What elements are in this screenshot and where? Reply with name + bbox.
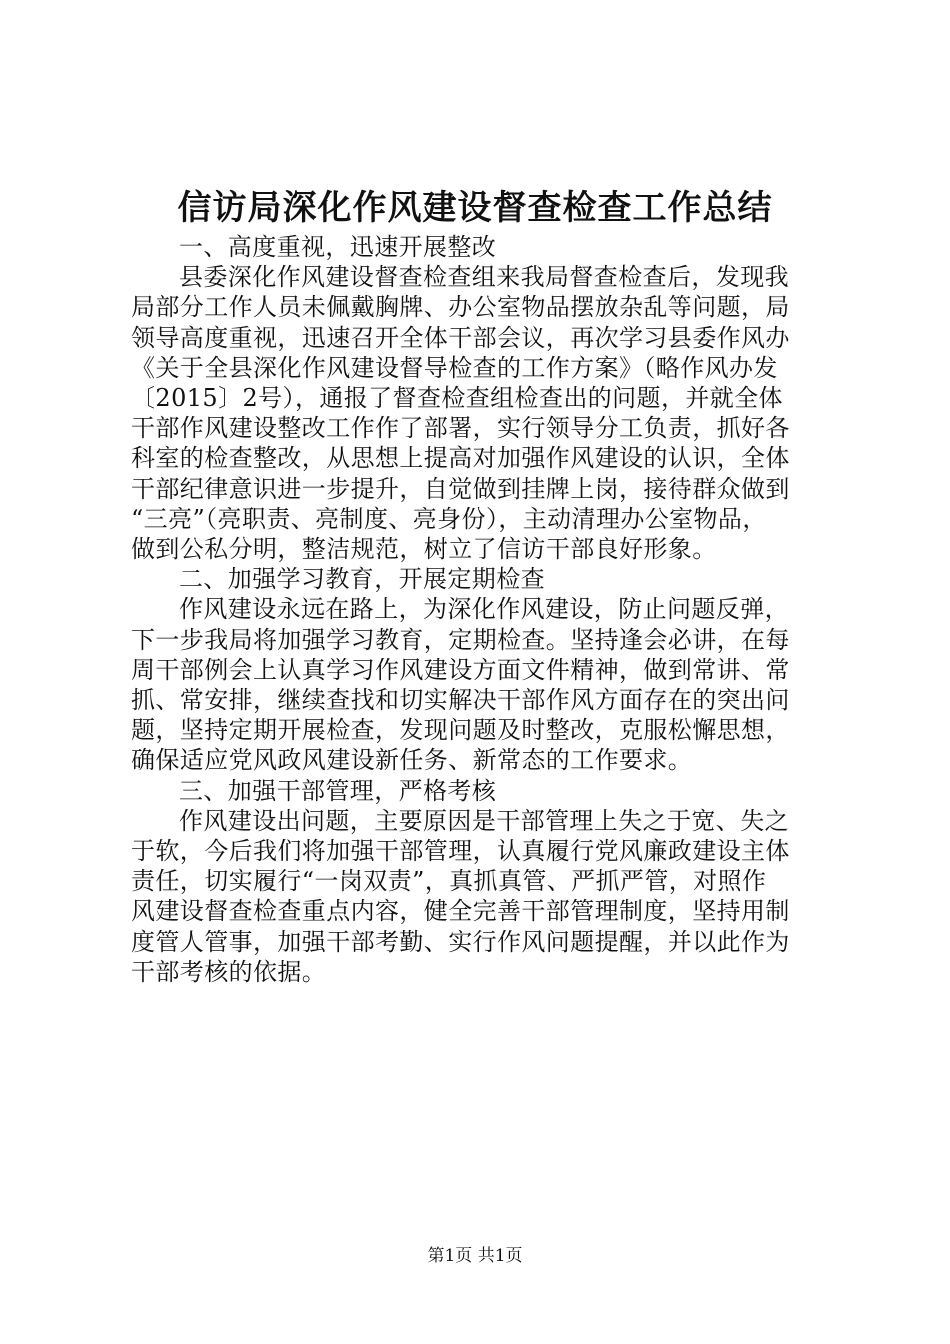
section-heading-2: 二、加强学习教育，开展定期检查 bbox=[179, 565, 545, 594]
paragraph-line: 风建设督查检查重点内容，健全完善干部管理制度，坚持用制 bbox=[131, 897, 790, 926]
paragraph-line: 县委深化作风建设督查检查组来我局督查检查后，发现我 bbox=[179, 263, 789, 292]
paragraph-line: 干部考核的依据。 bbox=[131, 957, 327, 986]
document-title: 信访局深化作风建设督查检查工作总结 bbox=[177, 188, 773, 228]
paragraph-line: 度管人管事，加强干部考勤、实行作风问题提醒，并以此作为 bbox=[131, 927, 790, 956]
paragraph-line: 周干部例会上认真学习作风建设方面文件精神，做到常讲、常 bbox=[131, 655, 790, 684]
paragraph-line: 局部分工作人员未佩戴胸牌、办公室物品摆放杂乱等问题，局 bbox=[131, 293, 790, 322]
document-body bbox=[131, 232, 826, 987]
paragraph-line: 做到公私分明，整洁规范，树立了信访干部良好形象。 bbox=[131, 535, 717, 564]
section-heading-1: 一、高度重视，迅速开展整改 bbox=[179, 233, 497, 261]
paragraph-line: 干部纪律意识进一步提升，自觉做到挂牌上岗，接待群众做到 bbox=[131, 474, 790, 503]
paragraph-line: 科室的检查整改，从思想上提高对加强作风建设的认识，全体 bbox=[131, 444, 790, 473]
paragraph-line: 抓、常安排，继续查找和切实解决干部作风方面存在的突出问 bbox=[131, 686, 790, 715]
paragraph-line: 作风建设永远在路上，为深化作风建设，防止问题反弹， bbox=[179, 595, 789, 624]
paragraph-line: 领导高度重视，迅速召开全体干部会议，再次学习县委作风办 bbox=[131, 323, 790, 352]
paragraph-line: 作风建设出问题，主要原因是干部管理上失之于宽、失之 bbox=[179, 806, 789, 835]
page-number-label: 第1页 共1页 bbox=[427, 1246, 523, 1266]
paragraph-line: 《关于全县深化作风建设督导检查的工作方案》（略作风办发 bbox=[131, 353, 778, 382]
page-footer bbox=[0, 1244, 950, 1268]
paragraph-line: 责任，切实履行“一岗双责”，真抓真管、严抓严管，对照作 bbox=[131, 867, 767, 896]
paragraph-line: 确保适应党风政风建设新任务、新常态的工作要求。 bbox=[131, 746, 693, 775]
paragraph-line: 干部作风建设整改工作作了部署，实行领导分工负责，抓好各 bbox=[131, 414, 790, 443]
paragraph-line: 〔2015〕2号），通报了督查检查组检查出的问题，并就全体 bbox=[131, 384, 783, 413]
paragraph-line: 下一步我局将加强学习教育，定期检查。坚持逢会必讲，在每 bbox=[131, 625, 790, 654]
paragraph-line: 于软，今后我们将加强干部管理，认真履行党风廉政建设主体 bbox=[131, 837, 790, 866]
paragraph-line: 题，坚持定期开展检查，发现问题及时整改，克服松懈思想， bbox=[131, 716, 790, 745]
paragraph-line: “三亮”（亮职责、亮制度、亮身份），主动清理办公室物品， bbox=[131, 504, 767, 533]
section-heading-3: 三、加强干部管理，严格考核 bbox=[179, 776, 497, 805]
